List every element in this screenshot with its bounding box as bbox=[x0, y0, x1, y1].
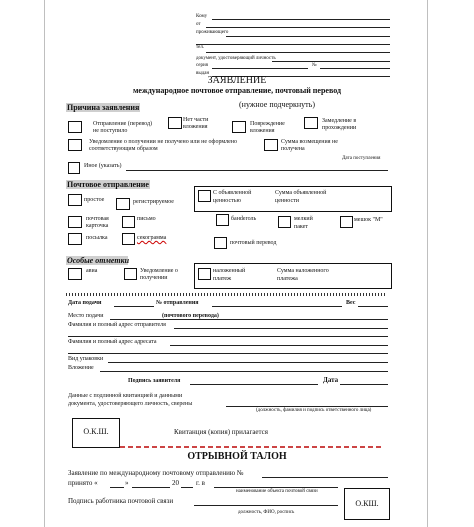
stub-office-note: наименование объекта почтовой связи bbox=[236, 489, 318, 494]
residing-line[interactable] bbox=[226, 36, 390, 37]
recipient-line-2[interactable] bbox=[68, 353, 388, 354]
reason-notice-label-2: соответствующим образом bbox=[89, 146, 158, 152]
form-subnote: (нужное подчеркнуть) bbox=[239, 100, 315, 109]
mail-money-order-checkbox[interactable] bbox=[214, 237, 227, 249]
mail-bag-m-checkbox[interactable] bbox=[340, 216, 353, 228]
weight-line[interactable] bbox=[358, 306, 388, 307]
sender-line-2[interactable] bbox=[68, 336, 388, 337]
document-line[interactable] bbox=[272, 61, 390, 62]
official-note: (должность, фамилия и подпись ответственного лица) bbox=[256, 408, 372, 413]
item-number-line[interactable] bbox=[212, 306, 342, 307]
mail-registered-label: регистрируемое bbox=[133, 199, 174, 205]
reason-compensation-label-2: получена bbox=[281, 146, 305, 152]
from-label: от bbox=[196, 22, 201, 27]
mail-declared-checkbox[interactable] bbox=[198, 190, 211, 202]
reason-damage-label: Повреждение bbox=[250, 121, 285, 127]
form-subtitle: международное почтовое отправление, почтовый перевод bbox=[132, 86, 342, 95]
from-line[interactable] bbox=[206, 27, 390, 28]
reason-delay-label-2: прохождении bbox=[322, 125, 357, 131]
weight-label: Вес bbox=[346, 300, 356, 306]
stub-worker-note: должность, ФИО, роспись bbox=[238, 510, 295, 515]
series-label: серия bbox=[196, 63, 208, 68]
date-line[interactable] bbox=[340, 384, 388, 385]
special-notice-label-2: получении bbox=[140, 275, 168, 281]
stub-stamp-label: О.КШ. bbox=[355, 499, 379, 508]
address-line[interactable] bbox=[196, 44, 390, 45]
packing-line[interactable] bbox=[108, 362, 388, 363]
date-posted-label: Дата поступления bbox=[342, 156, 381, 161]
mail-package-checkbox[interactable] bbox=[68, 233, 82, 245]
tear-line bbox=[120, 446, 384, 448]
contents-label: Вложение bbox=[68, 365, 94, 371]
mail-small-packet-label-2: пакет bbox=[294, 224, 308, 230]
date-label: Дата bbox=[323, 376, 339, 384]
special-cod-label-2: платеж bbox=[213, 276, 232, 282]
to-line[interactable] bbox=[212, 19, 390, 20]
mail-parcel-label: банderоль bbox=[231, 216, 257, 222]
verified-label: Данные с подлинной квитанцией и данными bbox=[68, 393, 183, 399]
mail-letter-checkbox[interactable] bbox=[122, 216, 135, 228]
stub-worker-line[interactable] bbox=[194, 505, 338, 506]
mail-parcel-checkbox[interactable] bbox=[216, 214, 229, 226]
tel-label: тел. bbox=[196, 45, 205, 50]
tel-line[interactable] bbox=[206, 52, 390, 53]
cod-sum-label: Сумма наложенного bbox=[277, 268, 329, 274]
stub-line-label: Заявление по международному почтовому отправлению № bbox=[68, 469, 244, 477]
stub-office-line[interactable] bbox=[214, 487, 338, 488]
signature-line[interactable] bbox=[190, 384, 318, 385]
mail-sekogramma-checkbox[interactable] bbox=[122, 233, 135, 245]
date-sent-line[interactable] bbox=[114, 306, 154, 307]
special-notice-checkbox[interactable] bbox=[124, 268, 137, 280]
sender-line[interactable] bbox=[174, 328, 388, 329]
mail-declared-label: С объявленной bbox=[213, 190, 252, 196]
cod-sum-label-2: платежа bbox=[277, 276, 298, 282]
item-number-label: № отправления bbox=[156, 300, 199, 306]
mail-simple-checkbox[interactable] bbox=[68, 194, 82, 206]
recipient-line[interactable] bbox=[170, 345, 388, 346]
special-avia-label: авиа bbox=[86, 268, 98, 274]
packing-label: Вид упаковки bbox=[68, 356, 104, 362]
recipient-label: Фамилия и полный адрес адресата bbox=[68, 339, 157, 345]
reason-damage-checkbox[interactable] bbox=[232, 121, 246, 133]
stub-worker-label: Подпись работника почтовой связи bbox=[68, 497, 174, 505]
reason-not-received-label-2: не поступило bbox=[93, 128, 128, 134]
declared-sum-label: Сумма объявленной bbox=[275, 190, 327, 196]
reason-notice-label: Уведомление о получении не получено или не оформлено bbox=[89, 139, 238, 145]
receipt-note: Квитанция (копия) прилагается bbox=[174, 428, 268, 436]
signature-label: Подпись заявителя bbox=[128, 378, 181, 384]
stub-year-suffix: г. в bbox=[196, 479, 205, 487]
verified-label-2: документа, удостоверяющего личность, сверены bbox=[68, 401, 193, 407]
sender-label: Фамилия и полный адрес отправителя bbox=[68, 322, 166, 328]
number-label: № bbox=[312, 63, 317, 68]
reason-compensation-checkbox[interactable] bbox=[264, 139, 278, 151]
reason-not-received-checkbox[interactable] bbox=[68, 121, 82, 133]
reason-missing-part-checkbox[interactable] bbox=[168, 117, 182, 129]
mail-postcard-label: почтовая bbox=[86, 216, 109, 222]
reason-other-checkbox[interactable] bbox=[68, 162, 80, 174]
reason-heading: Причина заявления bbox=[67, 103, 140, 112]
reason-not-received-label: Отправление (перевод) bbox=[93, 121, 153, 127]
mail-small-packet-label: мелкий bbox=[294, 216, 313, 222]
place-line[interactable] bbox=[110, 319, 388, 320]
document-label: документ, удостоверяющий личность bbox=[196, 56, 276, 61]
to-label: Кому bbox=[196, 14, 208, 19]
reason-compensation-label: Сумма возмещения не bbox=[281, 139, 338, 145]
reason-damage-label-2: вложения bbox=[250, 128, 275, 134]
mail-package-label: посылка bbox=[86, 235, 108, 241]
mail-declared-label-2: ценностью bbox=[213, 198, 241, 204]
stub-number-line[interactable] bbox=[262, 477, 388, 478]
place-label: Место подачи bbox=[68, 313, 104, 319]
stamp-label: О.К.Ш. bbox=[83, 427, 109, 436]
stub-accepted-label: принято « bbox=[68, 479, 98, 487]
stub-accepted-mid: » bbox=[125, 479, 129, 487]
declared-sum-label-2: ценности bbox=[275, 198, 299, 204]
reason-delay-label: Замедление в bbox=[322, 118, 357, 124]
mail-heading: Почтовое отправление bbox=[67, 180, 149, 189]
series-line[interactable] bbox=[212, 68, 308, 69]
contents-line[interactable] bbox=[100, 371, 388, 372]
stub-heading: ОТРЫВНОЙ ТАЛОН bbox=[187, 451, 287, 462]
mail-sekogramma-label: секограмма bbox=[137, 235, 167, 241]
official-line[interactable] bbox=[226, 406, 388, 407]
reason-delay-checkbox[interactable] bbox=[304, 117, 318, 129]
mail-postcard-label-2: карточка bbox=[86, 223, 109, 229]
date-sent-label: Дата подачи bbox=[68, 300, 102, 306]
reason-other-line[interactable] bbox=[126, 170, 388, 171]
place-note: (почтового перевода) bbox=[162, 313, 219, 319]
number-line[interactable] bbox=[320, 68, 390, 69]
mail-simple-label: простое bbox=[84, 197, 105, 203]
section-divider bbox=[66, 293, 386, 296]
mail-small-packet-checkbox[interactable] bbox=[278, 216, 291, 228]
mail-bag-m-label: мешок "М" bbox=[354, 217, 383, 223]
stub-day-line[interactable] bbox=[110, 487, 124, 488]
special-cod-label: наложенный bbox=[213, 268, 246, 274]
special-heading: Особые отметки bbox=[67, 256, 130, 265]
reason-missing-part-label-2: вложения bbox=[183, 124, 208, 130]
residing-label: проживающего bbox=[196, 30, 229, 35]
mail-registered-checkbox[interactable] bbox=[116, 198, 130, 210]
stub-year-prefix: 20 bbox=[172, 479, 179, 487]
special-notice-label: Уведомление о bbox=[140, 268, 178, 274]
reason-notice-checkbox[interactable] bbox=[68, 139, 82, 151]
reason-other-label: Иное (указать) bbox=[84, 163, 122, 169]
issued-label: выдан bbox=[196, 71, 210, 76]
stub-year-line[interactable] bbox=[181, 487, 193, 488]
special-avia-checkbox[interactable] bbox=[68, 268, 82, 280]
form-title: ЗАЯВЛЕНИЕ bbox=[207, 75, 267, 86]
mail-letter-label: письмо bbox=[137, 216, 156, 222]
special-cod-checkbox[interactable] bbox=[198, 268, 211, 280]
reason-missing-part-label: Нет части bbox=[183, 117, 209, 123]
stub-month-line[interactable] bbox=[132, 487, 170, 488]
mail-postcard-checkbox[interactable] bbox=[68, 216, 82, 228]
mail-money-order-label: почтовый перевод bbox=[230, 240, 277, 246]
